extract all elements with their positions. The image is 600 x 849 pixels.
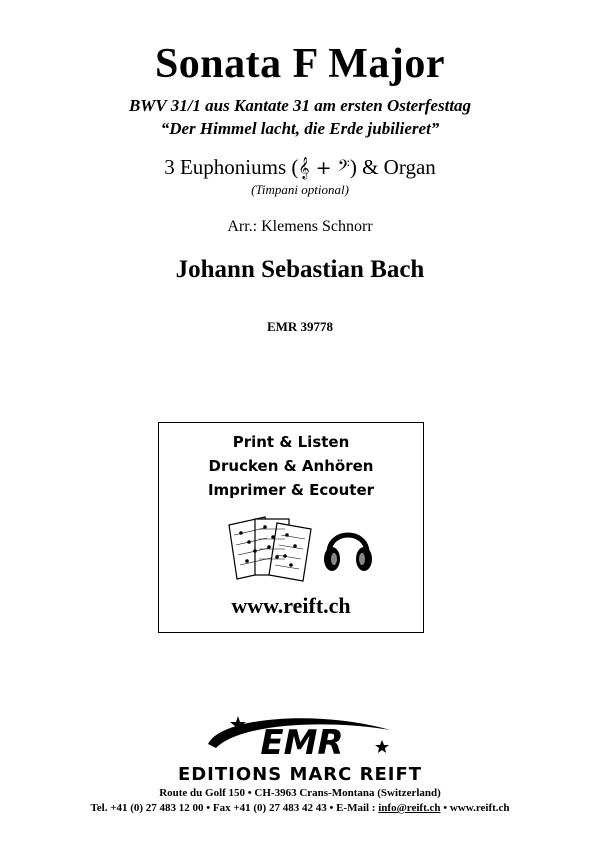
publisher-contact	[0, 802, 600, 814]
arranger: Arr.: Klemens Schnorr	[227, 218, 373, 235]
subtitle-line-1: BWV 31/1 aus Kantate 31 am ersten Osterfesttag	[128, 96, 472, 115]
promo-line-3: Imprimer & Ecouter	[207, 481, 375, 499]
print-listen-box	[158, 422, 424, 633]
promo-line-1: Print & Listen	[232, 433, 350, 451]
sheet-music-icon	[225, 513, 317, 583]
promo-line-2: Drucken & Anhören	[208, 457, 374, 475]
catalog-number: EMR 39778	[266, 319, 334, 334]
contact-prefix: Tel. +41 (0) 27 483 12 00 • Fax +41 (0) 27 483 42 43 • E-Mail :	[90, 802, 379, 814]
instrumentation-before: 3 Euphoniums (	[164, 155, 299, 179]
contact-suffix: • www.reift.ch	[440, 802, 510, 814]
email-link[interactable]: info@reift.ch	[378, 802, 441, 814]
instrumentation-after: ) & Organ	[349, 155, 436, 179]
page-title: Sonata F Major	[154, 41, 446, 87]
instrumentation	[0, 155, 600, 180]
clef-icons: 𝄞 + 𝄢	[298, 157, 350, 179]
timpani-note: (Timpani optional)	[251, 182, 349, 197]
publisher-name: EDITIONS MARC REIFT	[177, 764, 423, 785]
headphones-icon	[321, 519, 375, 577]
logo-text: EMR	[260, 723, 344, 763]
emr-logo	[202, 708, 402, 764]
subtitle-line-2: “Der Himmel lacht, die Erde jubilieret”	[160, 119, 440, 138]
promo-url[interactable]: www.reift.ch	[231, 593, 351, 618]
composer: Johann Sebastian Bach	[175, 256, 425, 283]
publisher-address: Route du Golf 150 • CH-3963 Crans-Montana (Switzerland)	[159, 787, 441, 799]
